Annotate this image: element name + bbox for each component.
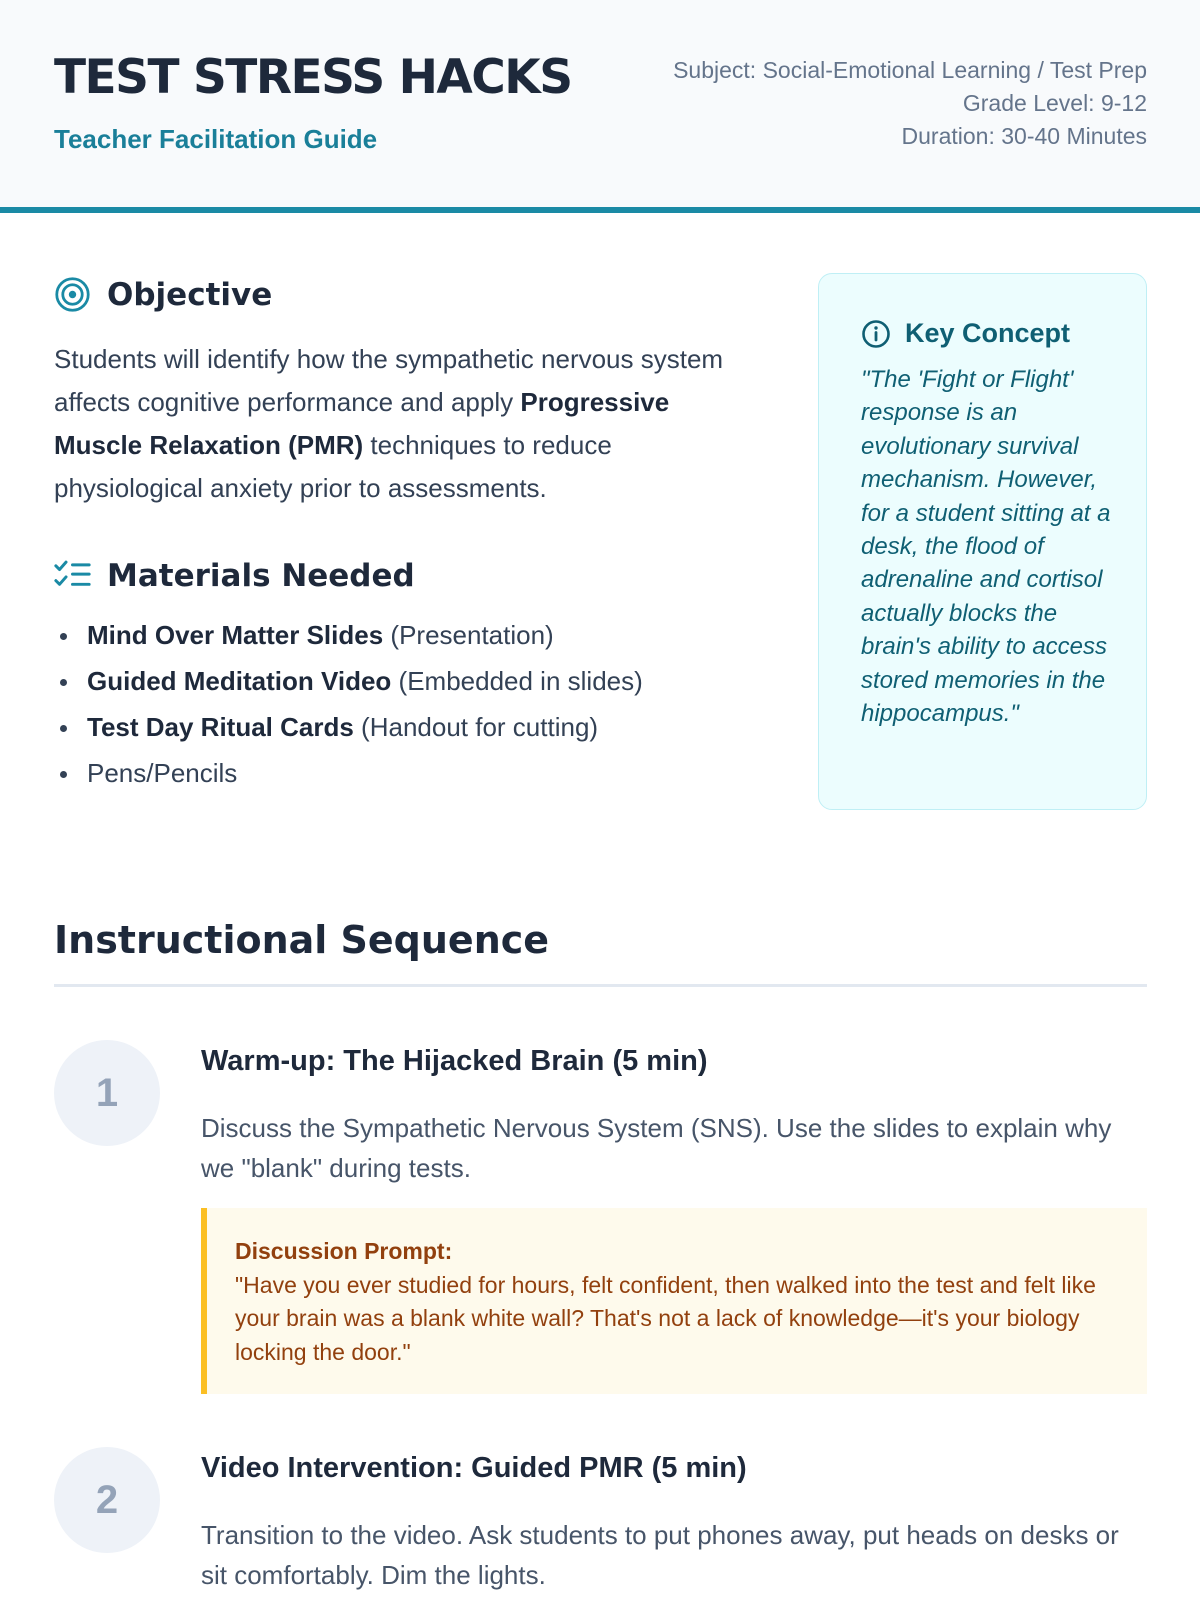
list-item — [54, 712, 774, 742]
key-concept-label: Key Concept — [905, 318, 1071, 348]
material-name: Test Day Ritual Cards — [87, 712, 354, 742]
objective-heading — [54, 276, 272, 313]
objective-text-bold: Progressive Muscle Relaxation (PMR) — [54, 387, 670, 460]
meta-duration: Duration: 30-40 Minutes — [901, 123, 1147, 149]
discussion-prompt-callout — [201, 1208, 1147, 1394]
info-icon — [861, 319, 891, 349]
sequence-divider — [54, 984, 1147, 987]
materials-heading-label: Materials Needed — [107, 558, 415, 594]
material-note: Pens/Pencils — [87, 758, 238, 788]
meta-grade: Grade Level: 9-12 — [962, 90, 1147, 116]
material-name: Guided Meditation Video — [87, 666, 392, 696]
step-title: Video Intervention: Guided PMR (5 min) — [201, 1452, 747, 1484]
key-concept-card — [818, 273, 1147, 810]
list-item — [54, 758, 774, 788]
material-note: (Presentation) — [383, 620, 554, 650]
document-title: TEST STRESS HACKS — [54, 50, 572, 105]
objective-text — [54, 338, 754, 510]
discussion-prompt-text: "Have you ever studied for hours, felt confident, then walked into the test and felt like your brain was a blank white wall? That's not a lack of knowledge—it's your biology locking the door." — [235, 1271, 1096, 1365]
target-icon — [54, 276, 91, 313]
step-number-badge: 2 — [54, 1447, 160, 1553]
material-note: (Embedded in slides) — [391, 666, 643, 696]
materials-heading — [54, 558, 415, 594]
step-description: Discuss the Sympathetic Nervous System (SNS). Use the slides to explain why we "blank" during tests. — [201, 1113, 1112, 1183]
lesson-meta — [673, 54, 1147, 153]
material-name: Mind Over Matter Slides — [87, 620, 384, 650]
step-title: Warm-up: The Hijacked Brain (5 min) — [201, 1045, 708, 1077]
key-concept-quote: "The 'Fight or Flight' response is an evolutionary survival mechanism. However, for a student sitting at a desk, the flood of adrenaline and cortisol actually blocks the brain's ability to access stored memories in the hippocampus." — [861, 366, 1111, 728]
material-note: (Handout for cutting) — [353, 712, 599, 742]
header — [0, 0, 1200, 213]
checklist-icon — [54, 560, 91, 592]
materials-list — [54, 620, 774, 804]
step-description: Transition to the video. Ask students to put phones away, put heads on desks or sit comfortably. Dim the lights. — [201, 1520, 1119, 1590]
step-number-badge: 1 — [54, 1040, 160, 1146]
list-item — [54, 620, 774, 650]
objective-text-end: techniques to reduce physiological anxiety prior to assessments. — [54, 430, 612, 503]
objective-text-start: Students will identify how the sympathetic nervous system affects cognitive performance and apply — [54, 344, 724, 417]
key-concept-heading — [861, 318, 1116, 349]
discussion-prompt-label: Discussion Prompt: — [235, 1238, 453, 1264]
list-item — [54, 666, 774, 696]
document-subtitle: Teacher Facilitation Guide — [54, 124, 378, 154]
meta-subject: Subject: Social-Emotional Learning / Test Prep — [673, 57, 1147, 83]
objective-heading-label: Objective — [107, 276, 273, 313]
sequence-heading: Instructional Sequence — [54, 918, 550, 962]
